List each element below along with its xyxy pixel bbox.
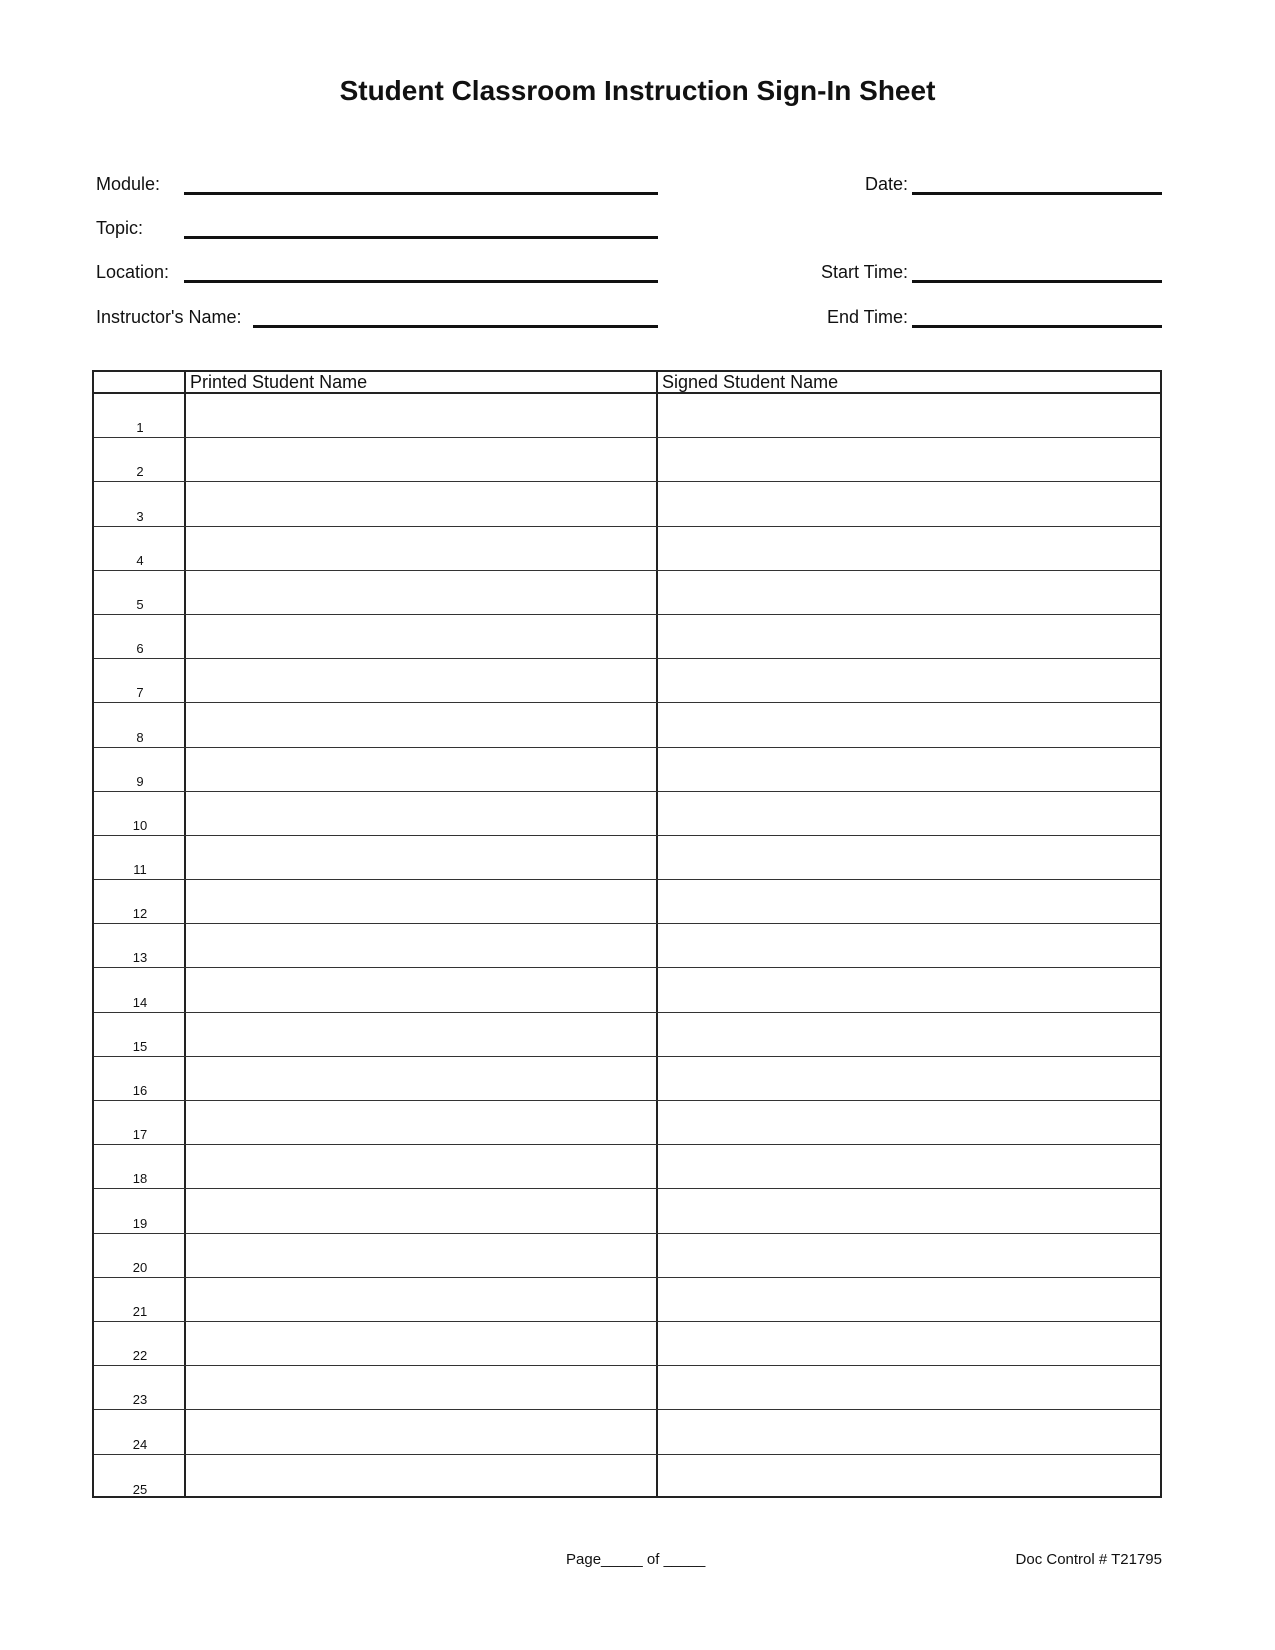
module-field[interactable] (184, 192, 658, 195)
row-number: 13 (132, 950, 148, 966)
table-row (94, 482, 1160, 526)
table-row (94, 1234, 1160, 1278)
topic-field[interactable] (184, 236, 658, 239)
printed-name-cell[interactable] (186, 924, 656, 967)
signed-name-cell[interactable] (658, 1101, 1160, 1144)
printed-name-cell[interactable] (186, 1410, 656, 1453)
row-number: 20 (132, 1259, 148, 1275)
row-number: 21 (132, 1303, 148, 1319)
table-row (94, 527, 1160, 571)
row-number: 9 (136, 773, 144, 789)
date-label: Date: (864, 174, 908, 194)
instructor-name-label: Instructor's Name: (96, 307, 242, 327)
row-number: 23 (132, 1392, 148, 1408)
column-header-printed-name: Printed Student Name (190, 372, 368, 392)
printed-name-cell[interactable] (186, 1234, 656, 1277)
table-row (94, 1322, 1160, 1366)
table-header-row (94, 372, 1160, 394)
module-label: Module: (96, 174, 161, 194)
signed-name-cell[interactable] (658, 1410, 1160, 1453)
printed-name-cell[interactable] (186, 571, 656, 614)
row-number: 3 (136, 508, 144, 524)
signed-name-cell[interactable] (658, 1189, 1160, 1232)
table-row (94, 438, 1160, 482)
signed-name-cell[interactable] (658, 1366, 1160, 1409)
table-row (94, 1189, 1160, 1233)
row-number: 6 (136, 641, 144, 657)
signed-name-cell[interactable] (658, 482, 1160, 525)
date-field[interactable] (912, 192, 1162, 195)
row-number: 24 (132, 1436, 148, 1452)
printed-name-cell[interactable] (186, 1278, 656, 1321)
row-number: 4 (136, 552, 144, 568)
page-number-text: Page_____ of _____ (566, 1551, 706, 1568)
end-time-field[interactable] (912, 325, 1162, 328)
topic-label: Topic: (96, 218, 144, 238)
table-row (94, 792, 1160, 836)
signed-name-cell[interactable] (658, 1322, 1160, 1365)
column-header-signed-name: Signed Student Name (662, 372, 839, 392)
row-number: 10 (132, 817, 148, 833)
printed-name-cell[interactable] (186, 968, 656, 1011)
table-body (94, 394, 1160, 1499)
signed-name-cell[interactable] (658, 438, 1160, 481)
table-row (94, 1366, 1160, 1410)
printed-name-cell[interactable] (186, 748, 656, 791)
sign-in-table (92, 370, 1162, 1498)
table-row (94, 394, 1160, 438)
signed-name-cell[interactable] (658, 527, 1160, 570)
printed-name-cell[interactable] (186, 527, 656, 570)
table-row (94, 659, 1160, 703)
row-number: 16 (132, 1083, 148, 1098)
printed-name-cell[interactable] (186, 394, 656, 437)
signed-name-cell[interactable] (658, 1145, 1160, 1188)
row-number: 8 (136, 729, 144, 745)
printed-name-cell[interactable] (186, 1455, 656, 1499)
table-row (94, 1013, 1160, 1057)
row-number: 7 (136, 685, 144, 701)
signed-name-cell[interactable] (658, 1278, 1160, 1321)
row-number: 15 (132, 1038, 148, 1054)
printed-name-cell[interactable] (186, 1145, 656, 1188)
row-number: 5 (136, 596, 144, 612)
table-row (94, 924, 1160, 968)
table-row (94, 748, 1160, 792)
row-number: 12 (132, 906, 148, 922)
printed-name-cell[interactable] (186, 1101, 656, 1144)
printed-name-cell[interactable] (186, 792, 656, 835)
printed-name-cell[interactable] (186, 836, 656, 879)
location-field[interactable] (184, 280, 658, 283)
row-number: 2 (136, 464, 144, 480)
signed-name-cell[interactable] (658, 1013, 1160, 1056)
printed-name-cell[interactable] (186, 1366, 656, 1409)
printed-name-cell[interactable] (186, 1013, 656, 1056)
doc-control-number: Doc Control # T21795 (1015, 1551, 1162, 1568)
signed-name-cell[interactable] (658, 1455, 1160, 1499)
table-row (94, 1410, 1160, 1454)
table-row (94, 968, 1160, 1012)
table-row (94, 1455, 1160, 1499)
table-row (94, 1101, 1160, 1145)
signed-name-cell[interactable] (658, 394, 1160, 437)
printed-name-cell[interactable] (186, 482, 656, 525)
signed-name-cell[interactable] (658, 1057, 1160, 1100)
row-number: 11 (133, 862, 147, 878)
signed-name-cell[interactable] (658, 880, 1160, 923)
instructor-name-field[interactable] (253, 325, 658, 328)
table-row (94, 615, 1160, 659)
row-number: 25 (132, 1481, 148, 1497)
signed-name-cell[interactable] (658, 924, 1160, 967)
location-label: Location: (96, 262, 170, 282)
signed-name-cell[interactable] (658, 836, 1160, 879)
printed-name-cell[interactable] (186, 880, 656, 923)
table-row (94, 1145, 1160, 1189)
column-header-number (94, 372, 184, 392)
start-time-field[interactable] (912, 280, 1162, 283)
printed-name-cell[interactable] (186, 1189, 656, 1232)
row-number: 14 (132, 994, 148, 1010)
row-number: 18 (132, 1171, 148, 1187)
table-row (94, 880, 1160, 924)
printed-name-cell[interactable] (186, 703, 656, 746)
signed-name-cell[interactable] (658, 659, 1160, 702)
page-title: Student Classroom Instruction Sign-In Sheet (339, 75, 936, 106)
signed-name-cell[interactable] (658, 792, 1160, 835)
end-time-label: End Time: (826, 307, 908, 327)
signed-name-cell[interactable] (658, 703, 1160, 746)
printed-name-cell[interactable] (186, 438, 656, 481)
table-row (94, 1057, 1160, 1101)
signed-name-cell[interactable] (658, 571, 1160, 614)
table-row (94, 836, 1160, 880)
signed-name-cell[interactable] (658, 1234, 1160, 1277)
row-number: 17 (132, 1127, 148, 1143)
signed-name-cell[interactable] (658, 968, 1160, 1011)
table-row (94, 703, 1160, 747)
row-number: 22 (132, 1348, 148, 1364)
table-row (94, 1278, 1160, 1322)
printed-name-cell[interactable] (186, 659, 656, 702)
printed-name-cell[interactable] (186, 615, 656, 658)
signed-name-cell[interactable] (658, 615, 1160, 658)
table-row (94, 571, 1160, 615)
row-number: 1 (136, 420, 144, 436)
printed-name-cell[interactable] (186, 1057, 656, 1100)
signed-name-cell[interactable] (658, 748, 1160, 791)
start-time-label: Start Time: (820, 262, 908, 282)
printed-name-cell[interactable] (186, 1322, 656, 1365)
row-number: 19 (132, 1215, 148, 1231)
